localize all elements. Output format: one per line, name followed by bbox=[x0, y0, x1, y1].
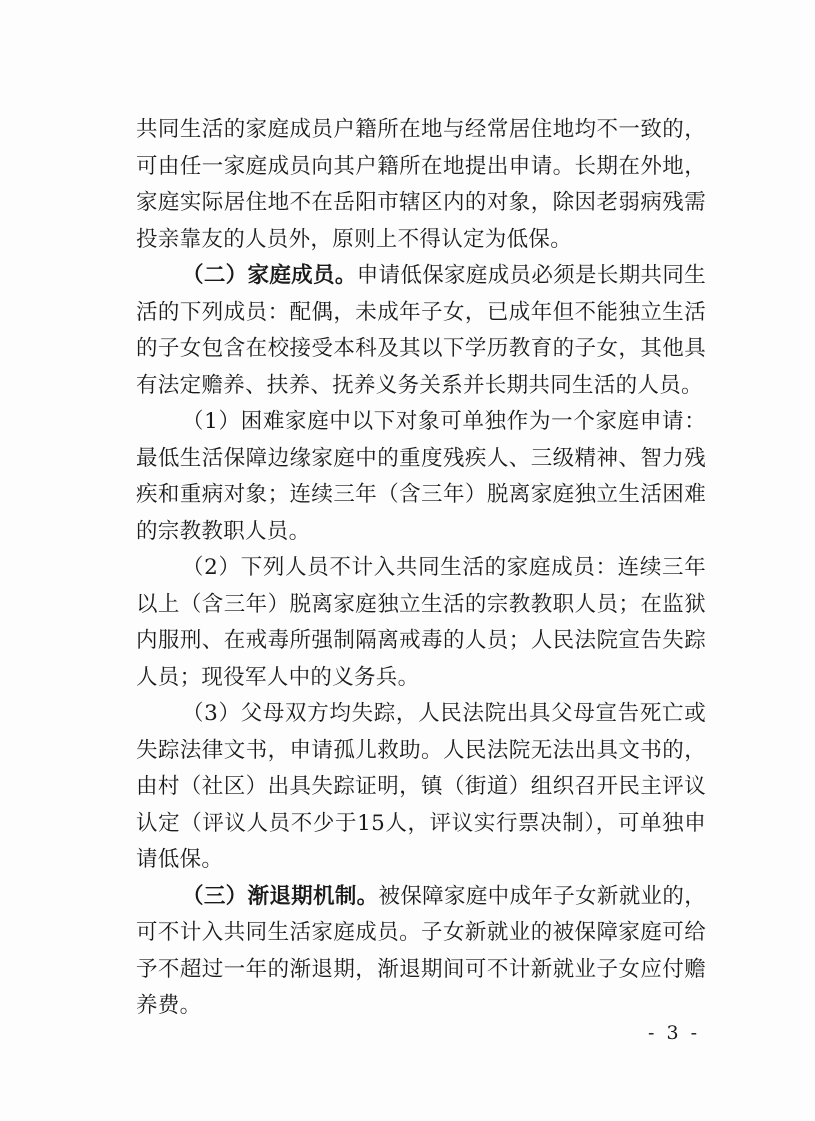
paragraph-item-1 bbox=[136, 404, 706, 550]
paragraph-text: 被保障家庭中成年子女新就业的，可不计入共同生活家庭成员。子女新就业的被保障家庭可给予不超过一年的渐退期，渐退期间可不计新就业子女应付赡养费。 bbox=[136, 883, 706, 1018]
paragraph-item-2 bbox=[136, 550, 706, 696]
paragraph-text: 共同生活的家庭成员户籍所在地与经常居住地均不一致的，可由任一家庭成员向其户籍所在地提出申请。长期在外地，家庭实际居住地不在岳阳市辖区内的对象，除因老弱病残需投亲靠友的人员外，原则上不得认定为低保。 bbox=[136, 117, 706, 252]
paragraph-family-members bbox=[136, 258, 706, 404]
paragraph-text: （3）父母双方均失踪，人民法院出具父母宣告死亡或失踪法律文书，申请孤儿救助。人民法院无法出具文书的，由村（社区）出具失踪证明，镇（街道）组织召开民主评议认定（评议人员不少于15人，评议实行票决制），可单独申请低保。 bbox=[136, 701, 706, 872]
page-number: - 3 - bbox=[648, 1022, 701, 1044]
section-heading-phase-out: （三）渐退期机制。 bbox=[182, 883, 379, 909]
paragraph-text: （2）下列人员不计入共同生活的家庭成员：连续三年以上（含三年）脱离家庭独立生活的宗教教职人员；在监狱内服刑、在戒毒所强制隔离戒毒的人员；人民法院宣告失踪人员；现役军人中的义务兵。 bbox=[136, 555, 706, 690]
section-heading-family-members: （二）家庭成员。 bbox=[182, 263, 357, 288]
paragraph-item-3 bbox=[136, 696, 706, 879]
document-body bbox=[136, 112, 706, 1025]
paragraph-continuation bbox=[136, 112, 706, 258]
paragraph-phase-out bbox=[136, 879, 706, 1025]
paragraph-text: 申请低保家庭成员必须是长期共同生活的下列成员：配偶，未成年子女，已成年但不能独立生活的子女包含在校接受本科及其以下学历教育的子女，其他具有法定赡养、扶养、抚养义务关系并长期共同生活的人员。 bbox=[136, 263, 706, 398]
paragraph-text: （1）困难家庭中以下对象可单独作为一个家庭申请：最低生活保障边缘家庭中的重度残疾人、三级精神、智力残疾和重病对象；连续三年（含三年）脱离家庭独立生活困难的宗教教职人员。 bbox=[136, 409, 706, 544]
